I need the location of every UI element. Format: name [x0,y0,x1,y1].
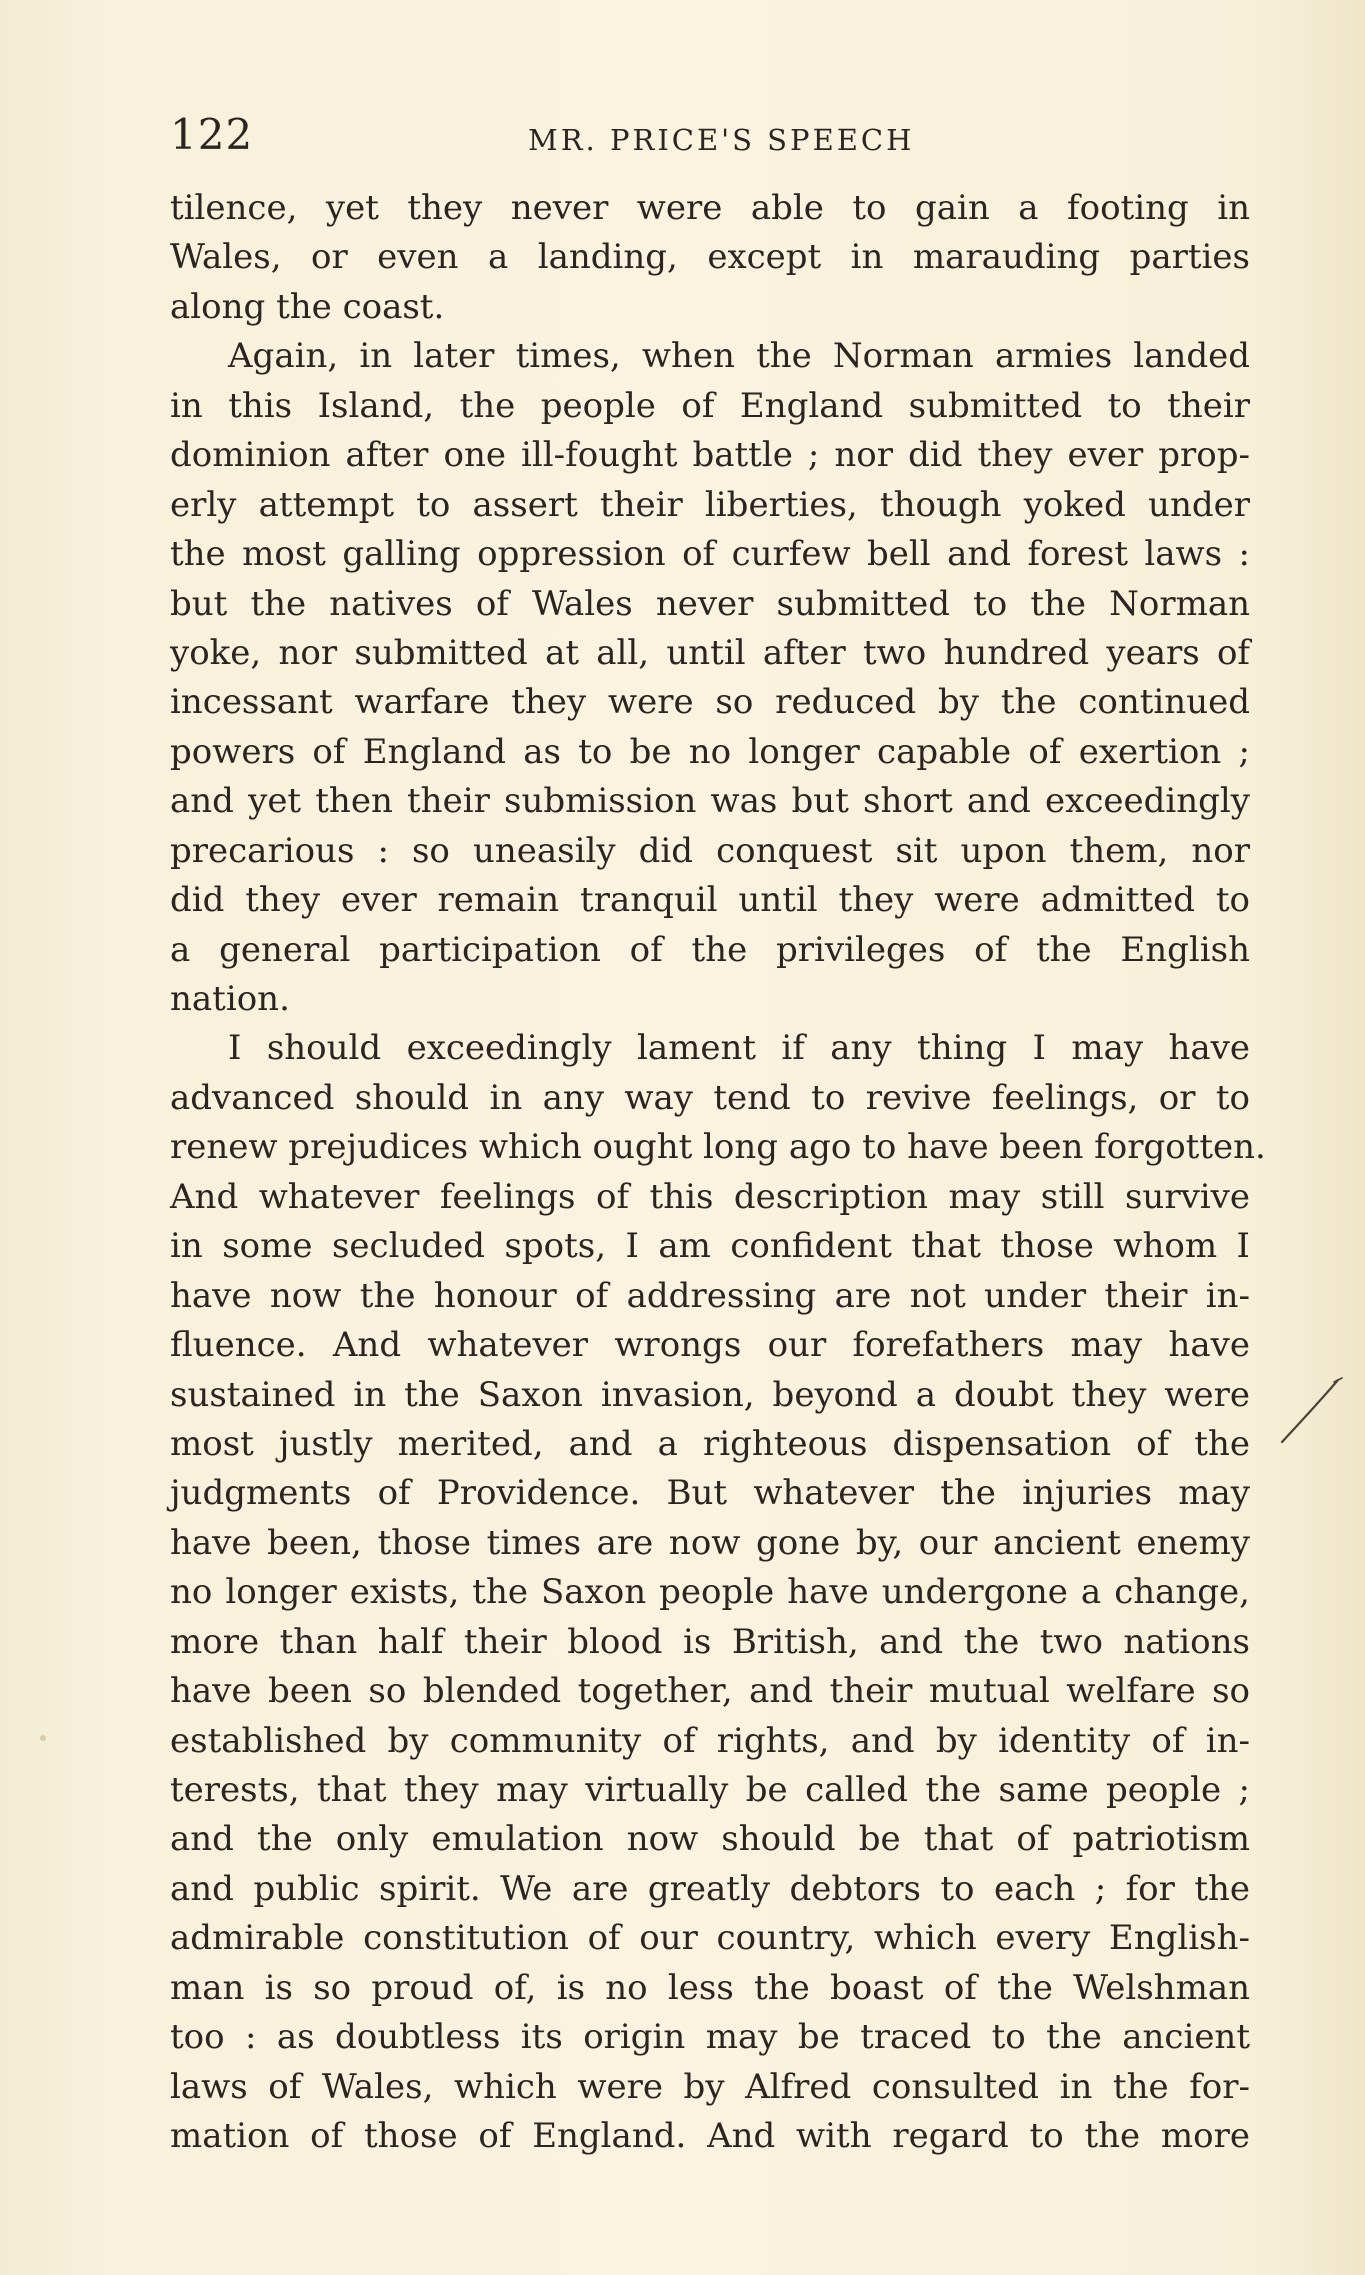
text-line: the most galling oppression of curfew bell and forest laws : [170,534,1250,575]
paper-speck [40,1735,46,1741]
running-head [170,110,1250,170]
text-line: mation of those of England. And with regard to the more [170,2116,1250,2157]
text-line: laws of Wales, which were by Alfred consulted in the for- [170,2066,1250,2107]
text-line: sustained in the Saxon invasion, beyond a doubt they were [170,1374,1250,1415]
text-line: yoke, nor submitted at all, until after two hundred years of [170,632,1250,673]
running-title: MR. PRICE'S SPEECH [528,123,915,157]
text-line: in this Island, the people of England submitted to their [170,385,1250,426]
text-line: erly attempt to assert their liberties, though yoked under [170,484,1250,525]
text-line: advanced should in any way tend to revive feelings, or to [170,1077,1250,1118]
text-line: incessant warfare they were so reduced by the continued [170,682,1250,723]
text-line: fluence. And whatever wrongs our forefathers may have [170,1325,1250,1366]
text-line: tilence, yet they never were able to gain a footing in [170,188,1250,228]
text-line: Again, in later times, when the Norman armies landed [228,336,1250,377]
text-line: have been so blended together, and their mutual welfare so [170,1671,1250,1712]
text-line: did they ever remain tranquil until they were admitted to [170,880,1250,921]
text-line: a general participation of the privileges of the English [170,929,1250,970]
text-line: established by community of rights, and by identity of in- [170,1720,1250,1761]
text-line: along the coast. [170,286,445,327]
text-line: have now the honour of addressing are not under their in- [170,1275,1250,1316]
text-line: have been, those times are now gone by, our ancient enemy [170,1522,1250,1563]
text-line: too : as doubtless its origin may be traced to the ancient [170,2017,1250,2058]
text-line: I should exceedingly lament if any thing I may have [228,1028,1250,1069]
text-line: terests, that they may virtually be called the same people ; [170,1770,1250,1810]
text-line: more than half their blood is British, and the two nations [170,1621,1250,1662]
pencil-mark-icon [1268,1372,1348,1452]
text-line: and the only emulation now should be that of patriotism [170,1819,1250,1860]
text-line: precarious : so uneasily did conquest sit upon them, nor [170,830,1250,871]
text-line: And whatever feelings of this description may still survive [170,1176,1250,1217]
text-line: admirable constitution of our country, which every English- [170,1918,1250,1959]
text-line: Wales, or even a landing, except in marauding parties [170,237,1250,278]
text-line: most justly merited, and a righteous dispensation of the [170,1423,1250,1464]
text-line: man is so proud of, is no less the boast of the Welshman [170,1967,1250,2008]
text-line: in some secluded spots, I am confident that those whom I [170,1226,1250,1267]
text-line: no longer exists, the Saxon people have undergone a change, [170,1572,1250,1613]
text-line: but the natives of Wales never submitted to the Norman [170,583,1250,624]
text-line: renew prejudices which ought long ago to have been forgotten. [170,1127,1266,1168]
text-line: dominion after one ill-fought battle ; nor did they ever prop- [170,435,1250,476]
page-number: 122 [170,110,254,159]
text-line: judgments of Providence. But whatever the injuries may [170,1473,1250,1514]
text-line: powers of England as to be no longer capable of exertion ; [170,731,1250,772]
text-line: nation. [170,979,290,1019]
text-line: and public spirit. We are greatly debtors to each ; for the [170,1868,1250,1909]
body-text [170,184,1266,2162]
text-line: and yet then their submission was but short and exceedingly [170,781,1250,822]
